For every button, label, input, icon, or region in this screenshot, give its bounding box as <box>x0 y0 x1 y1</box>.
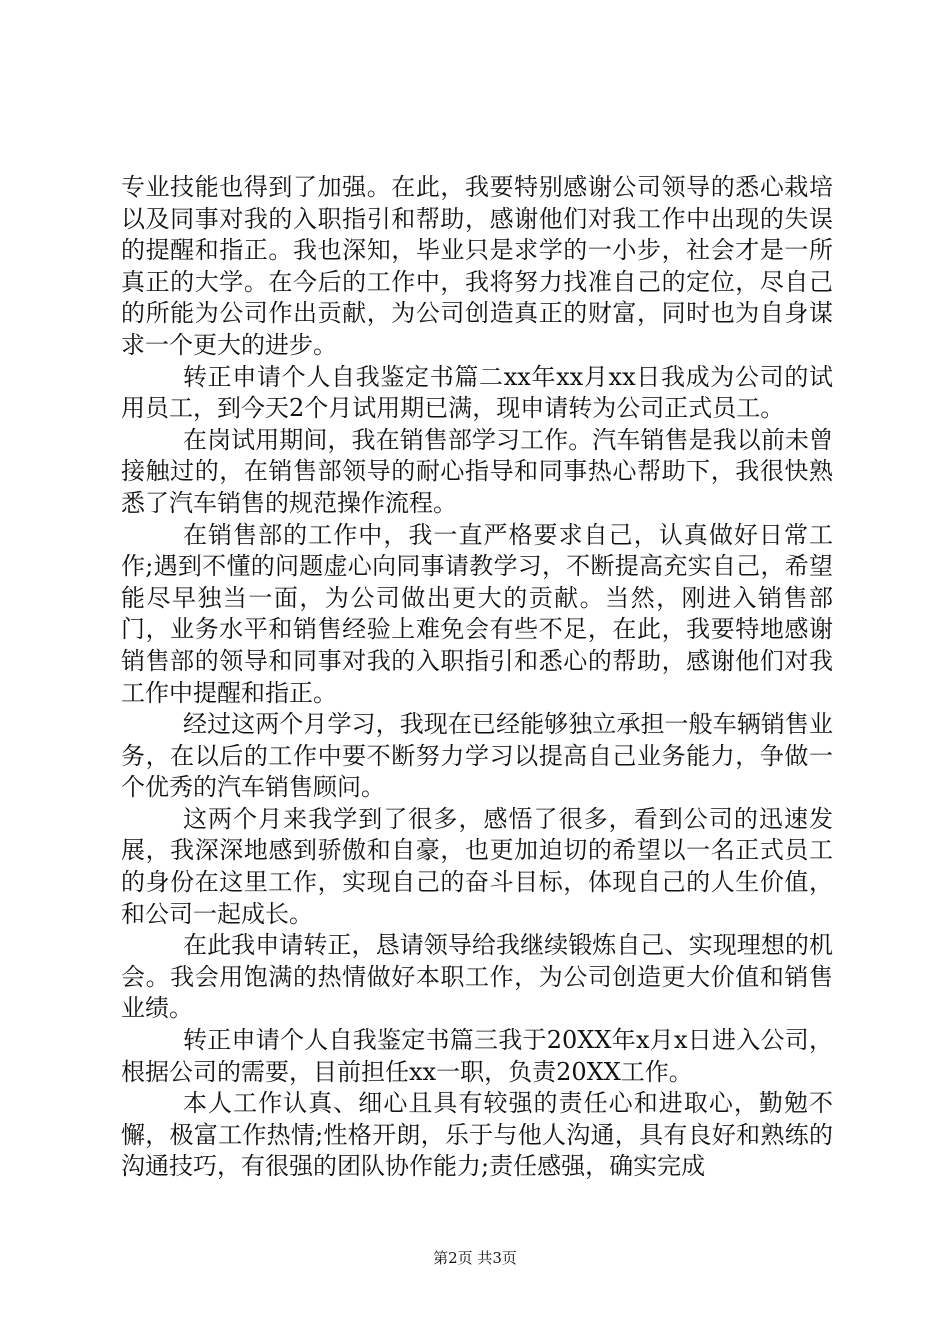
paragraph-9: 本人工作认真、细心且具有较强的责任心和进取心，勤勉不懈，极富工作热情;性格开朗，乐于与他人沟通，具有良好和熟练的沟通技巧，有很强的团队协作能力;责任感强，确实完成 <box>121 1089 833 1181</box>
paragraph-1: 专业技能也得到了加强。在此，我要特别感谢公司领导的悉心栽培以及同事对我的入职指引和帮助，感谢他们对我工作中出现的失误的提醒和指正。我也深知，毕业只是求学的一小步，社会才是一所真正的大学。在今后的工作中，我将努力找准自己的定位，尽自己的所能为公司作出贡献，为公司创造真正的财富，同时也为自身谋求一个更大的进步。 <box>121 173 833 359</box>
paragraph-7: 在此我申请转正，恳请领导给我继续锻炼自己、实现理想的机会。我会用饱满的热情做好本职工作，为公司创造更大价值和销售业绩。 <box>121 931 833 1023</box>
paragraph-4: 在销售部的工作中，我一直严格要求自己，认真做好日常工作;遇到不懂的问题虚心向同事请教学习，不断提高充实自己，希望能尽早独当一面，为公司做出更大的贡献。当然，刚进入销售部门，业务水平和销售经验上难免会有些不足，在此，我要特地感谢销售部的领导和同事对我的入职指引和悉心的帮助，感谢他们对我工作中提醒和指正。 <box>121 520 833 707</box>
paragraph-8: 转正申请个人自我鉴定书篇三我于20XX年x月x日进入公司，根据公司的需要，目前担任xx一职，负责20XX工作。 <box>121 1026 833 1086</box>
paragraph-5: 经过这两个月学习，我现在已经能够独立承担一般车辆销售业务，在以后的工作中要不断努力学习以提高自己业务能力，争做一个优秀的汽车销售顾问。 <box>121 710 833 802</box>
document-body <box>121 172 833 1183</box>
paragraph-3: 在岗试用期间，我在销售部学习工作。汽车销售是我以前未曾接触过的，在销售部领导的耐心指导和同事热心帮助下，我很快熟悉了汽车销售的规范操作流程。 <box>121 425 833 517</box>
page-footer: 第2页 共3页 <box>433 1249 517 1267</box>
paragraph-2: 转正申请个人自我鉴定书篇二xx年xx月xx日我成为公司的试用员工，到今天2个月试用期已满，现申请转为公司正式员工。 <box>121 362 833 423</box>
paragraph-6: 这两个月来我学到了很多，感悟了很多，看到公司的迅速发展，我深深地感到骄傲和自豪，也更加迫切的希望以一名正式员工的身份在这里工作，实现自己的奋斗目标，体现自己的人生价值，和公司一起成长。 <box>121 804 833 928</box>
